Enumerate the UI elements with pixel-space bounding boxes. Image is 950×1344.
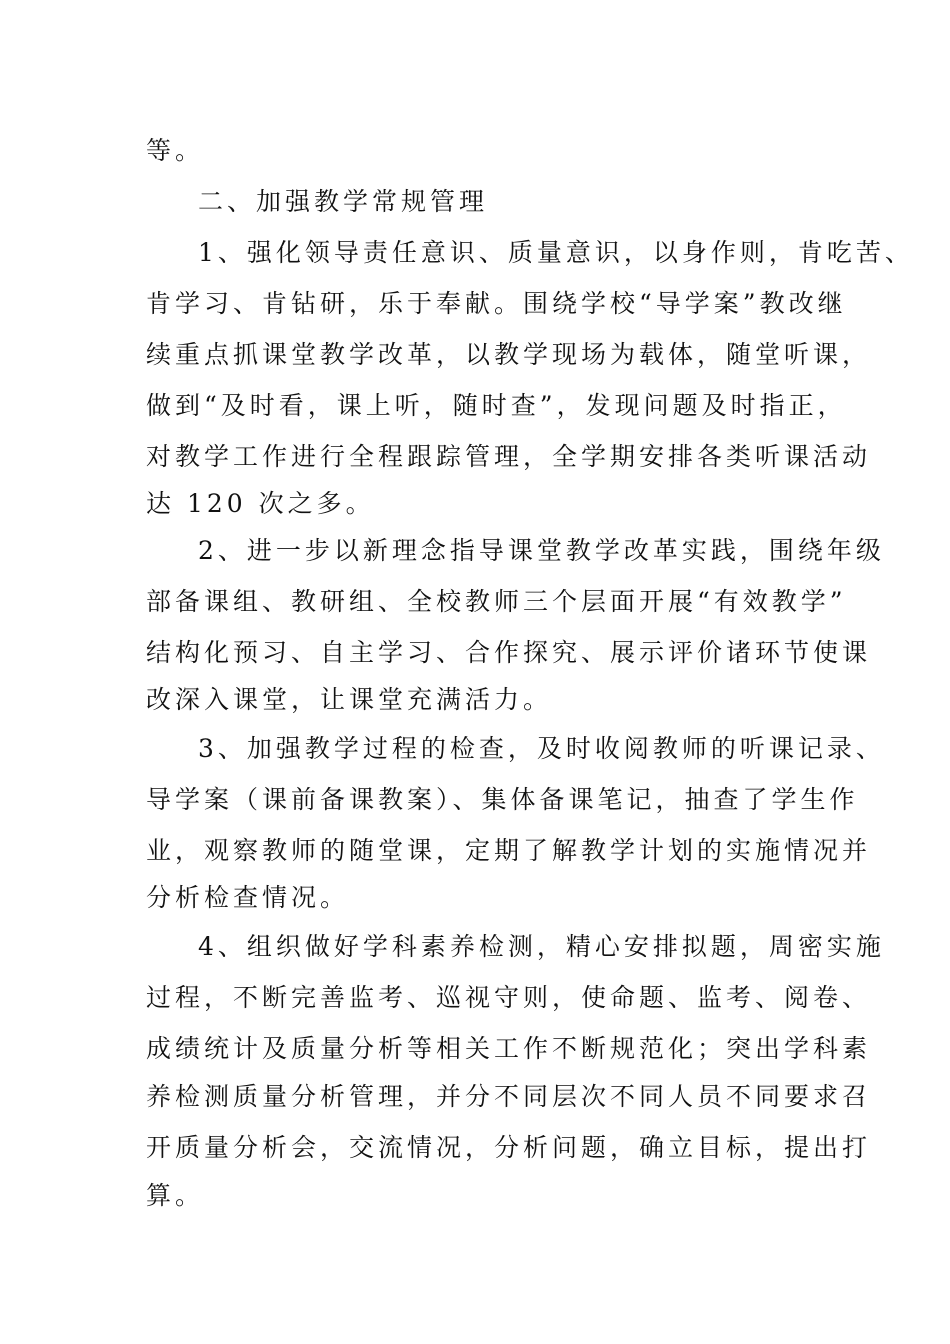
text-line: 改深入课堂，让课堂充满活力。 [146, 685, 553, 714]
text-line: 肯学习、肯钻研，乐于奉献。围绕学校“导学案”教改继 [146, 289, 847, 318]
text-line: 续重点抓课堂教学改革，以教学现场为载体，随堂听课， [146, 340, 872, 369]
text-line: 1、强化领导责任意识、质量意识，以身作则，肯吃苦、 [198, 238, 914, 267]
text-line: 结构化预习、自主学习、合作探究、展示评价诸环节使课 [146, 638, 872, 667]
text-line: 养检测质量分析管理，并分不同层次不同人员不同要求召 [146, 1082, 872, 1111]
text-line: 开质量分析会，交流情况，分析问题，确立目标，提出打 [146, 1133, 872, 1162]
text-line: 导学案（课前备课教案）、集体备课笔记，抽查了学生作 [146, 785, 859, 814]
text-line: 对教学工作进行全程跟踪管理，全学期安排各类听课活动 [146, 442, 872, 471]
section-heading: 二、加强教学常规管理 [198, 187, 489, 216]
text-line: 业，观察教师的随堂课，定期了解教学计划的实施情况并 [146, 836, 872, 865]
text-line: 分析检查情况。 [146, 883, 350, 912]
text-line: 做到“及时看，课上听，随时查”，发现问题及时指正， [146, 391, 847, 420]
text-line: 过程，不断完善监考、巡视守则，使命题、监考、阅卷、 [146, 983, 872, 1012]
text-line: 2、进一步以新理念指导课堂教学改革实践，围绕年级 [198, 536, 885, 565]
text-line: 算。 [146, 1181, 205, 1210]
text-line: 成绩统计及质量分析等相关工作不断规范化；突出学科素 [146, 1034, 872, 1063]
text-line: 部备课组、教研组、全校教师三个层面开展“有效教学” [146, 587, 847, 616]
text-line: 4、组织做好学科素养检测，精心安排拟题，周密实施 [198, 932, 885, 961]
text-line: 达 120 次之多。 [146, 489, 375, 518]
text-line: 等。 [146, 136, 205, 165]
text-line: 3、加强教学过程的检查，及时收阅教师的听课记录、 [198, 734, 885, 763]
